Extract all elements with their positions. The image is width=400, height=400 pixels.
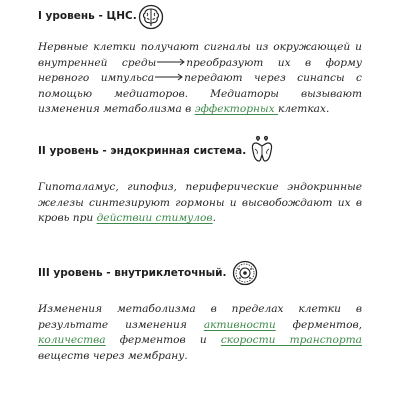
text-line: внутренней среды преобразуют их в форму bbox=[38, 56, 362, 69]
link-activity[interactable]: активности bbox=[203, 318, 276, 331]
text-line: веществ через мембрану. bbox=[38, 349, 188, 362]
text-line: Нервные клетки получают сигналы из окружающей и bbox=[38, 41, 362, 53]
text-line: нервного импульса передают через синапсы с bbox=[38, 72, 362, 84]
section-heading-intracellular: III уровень - внутриклеточный. bbox=[38, 267, 227, 279]
text-line: Изменения метаболизма в пределах клетки в bbox=[38, 303, 362, 315]
arrow-right-icon bbox=[156, 57, 186, 67]
thyroid-icon bbox=[250, 135, 274, 165]
paragraph-endocrine bbox=[38, 180, 362, 227]
text-line: помощью медиаторов. Медиаторы вызывают bbox=[38, 87, 362, 100]
link-stimuli[interactable]: действии стимулов bbox=[96, 212, 213, 224]
section-heading-cns: I уровень - ЦНС. bbox=[38, 10, 137, 22]
link-transport-speed[interactable]: скорости транспорта bbox=[220, 334, 362, 346]
text-line: изменения метаболизма в эффекторных клетках. bbox=[38, 103, 330, 115]
brain-icon bbox=[138, 4, 164, 30]
link-quantity[interactable]: количества bbox=[38, 334, 106, 346]
paragraph-intracellular bbox=[38, 302, 362, 364]
link-effector[interactable]: эффекторных bbox=[194, 103, 278, 115]
text-line: железы синтезируют гормоны и высвобождают их в bbox=[38, 196, 362, 209]
cell-icon bbox=[232, 260, 258, 286]
text-line: Гипоталамус, гипофиз, периферические эндокринные bbox=[38, 181, 362, 193]
text-line: кровь при действии стимулов. bbox=[38, 212, 216, 224]
section-heading-endocrine: II уровень - эндокринная система. bbox=[38, 145, 247, 157]
paragraph-cns bbox=[38, 40, 362, 118]
text-line: количества ферментов и скорости транспорта bbox=[38, 334, 362, 346]
arrow-right-icon bbox=[154, 72, 184, 82]
text-line: результате изменения активности ферментов, bbox=[38, 318, 362, 331]
